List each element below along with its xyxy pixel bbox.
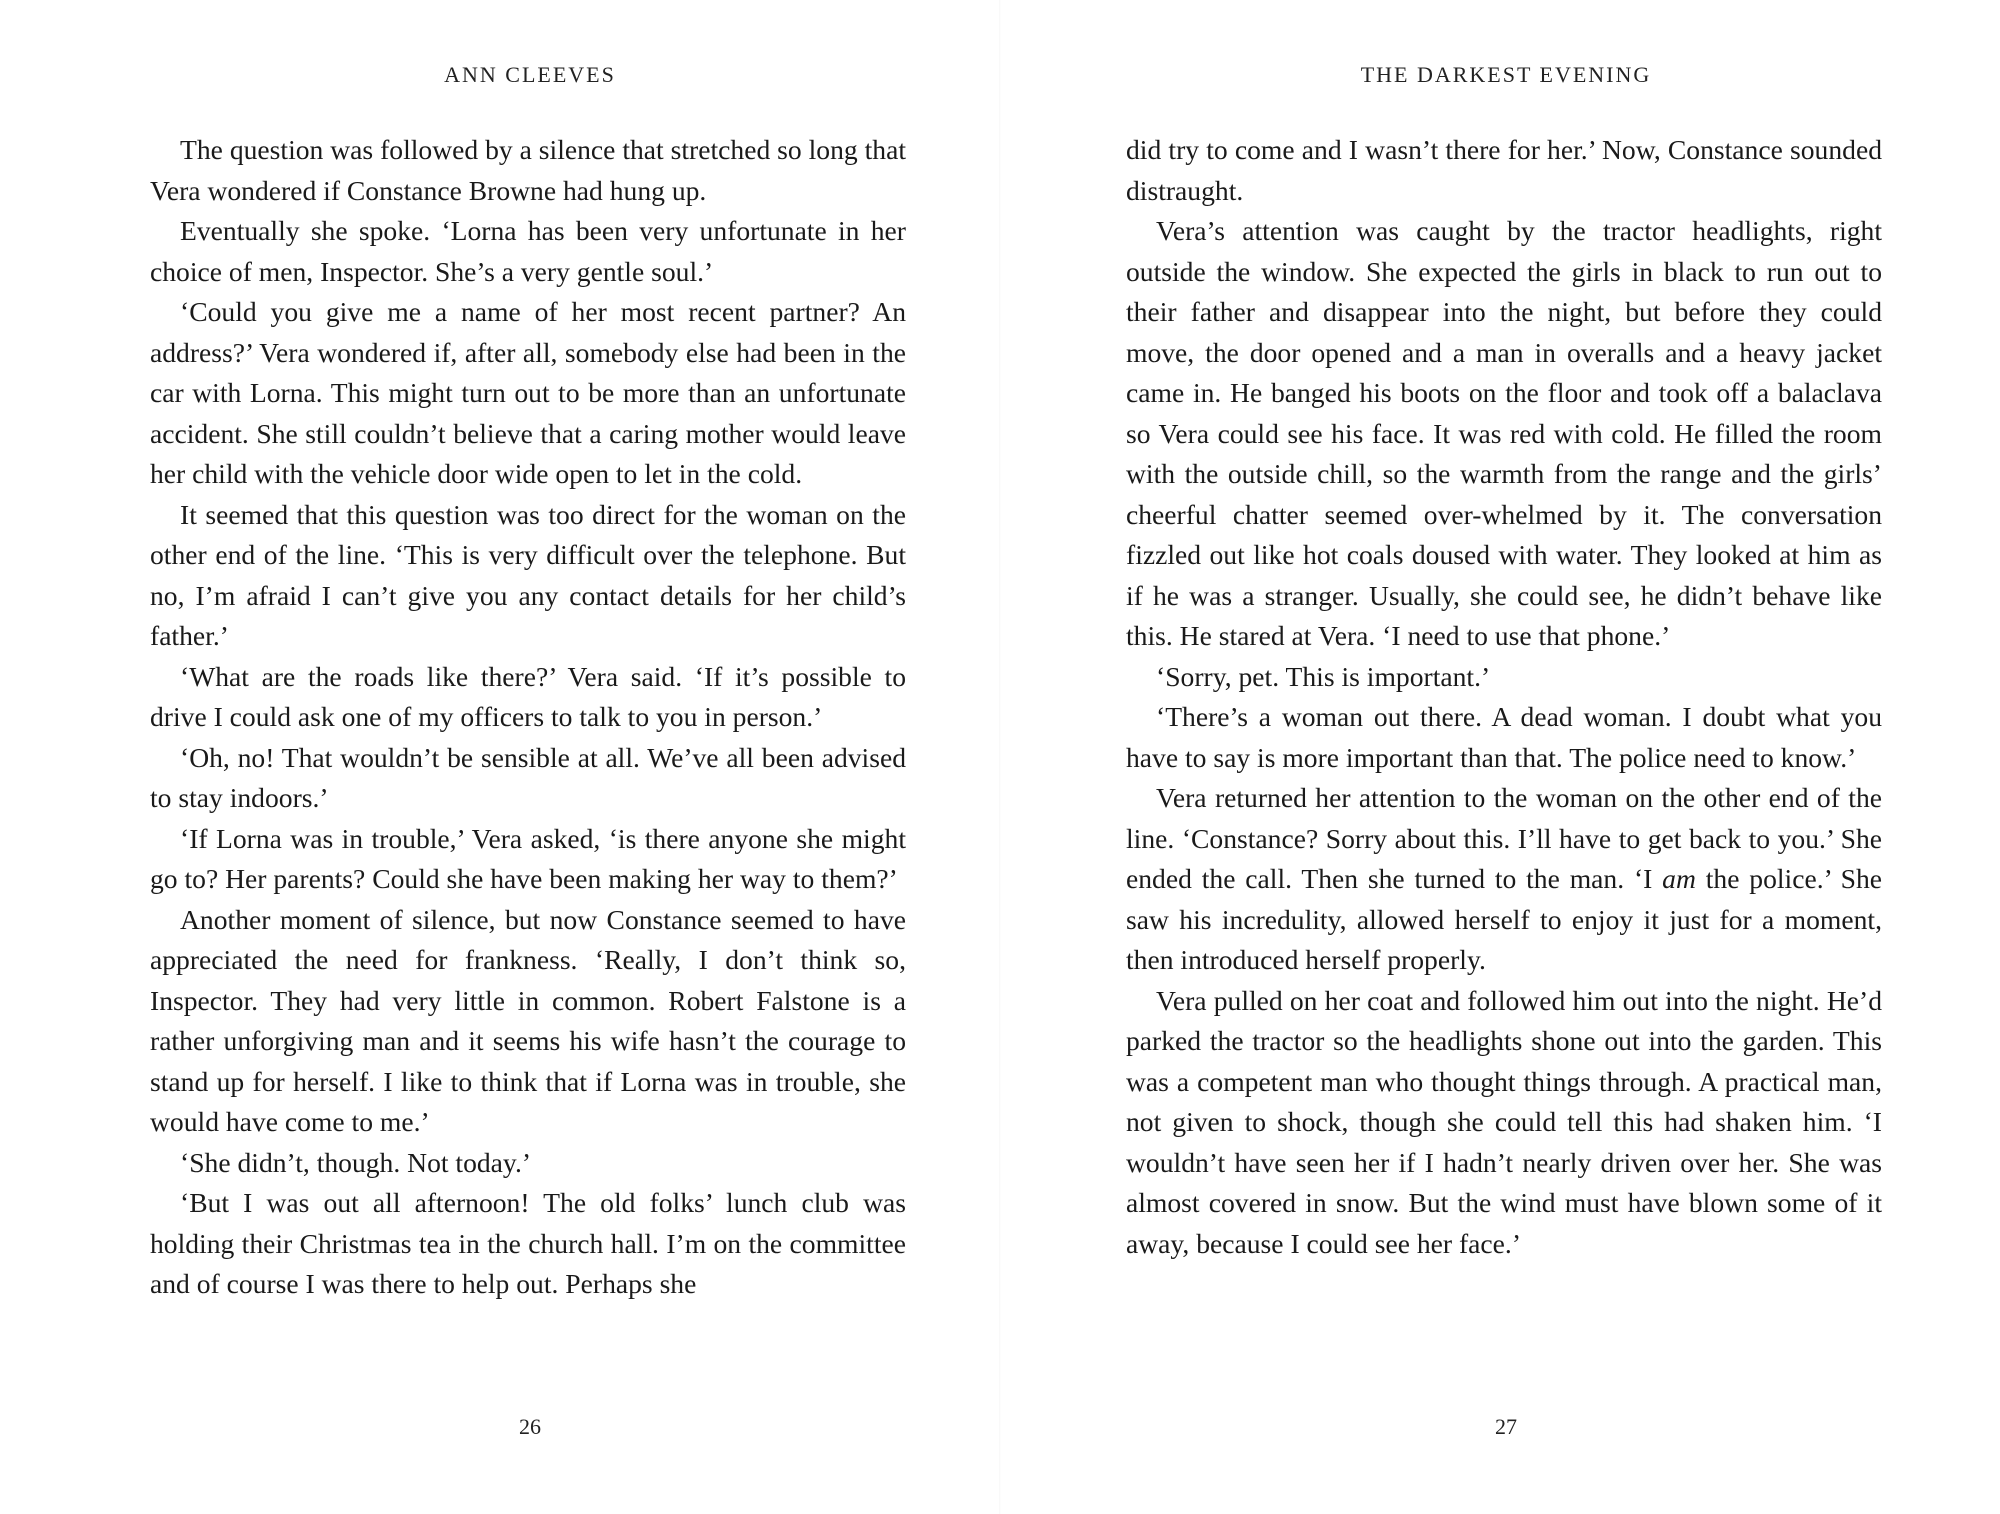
text-run: Vera returned her attention to the woman on the other end of the line. ‘Constance? Sorry about this. I’ll have to get back to you.’ She ended the call. Then she turned to the man. ‘I — [1126, 782, 1882, 894]
paragraph: Vera’s attention was caught by the tractor headlights, right outside the window. She expected the girls in black to run out to their father and disappear into the night, but before they could move, the door opened and a man in overalls and a heavy jacket came in. He banged his boots on the floor and took off a balaclava so Vera could see his face. It was red with cold. He filled the room with the outside chill, so the warmth from the range and the girls’ cheerful chatter seemed over-whelmed by it. The conversation fizzled out like hot coals doused with water. They looked at him as if he was a stranger. Usually, she could see, he didn’t behave like this. He stared at Vera. ‘I need to use that phone.’ — [1126, 215, 1882, 651]
paragraph: Eventually she spoke. ‘Lorna has been very unfortunate in her choice of men, Inspector. She’s a very gentle soul.’ — [150, 215, 906, 287]
paragraph: ‘Oh, no! That wouldn’t be sensible at all. We’ve all been advised to stay indoors.’ — [150, 741, 906, 813]
running-head-title: THE DARKEST EVENING — [1360, 62, 1652, 87]
paragraph-with-emphasis — [1126, 778, 1882, 981]
right-body-text — [1126, 130, 1882, 1264]
paragraph: ‘There’s a woman out there. A dead woman. I doubt what you have to say is more important than that. The police need to know.’ — [1126, 701, 1882, 773]
paragraph: ‘If Lorna was in trouble,’ Vera asked, ‘is there anyone she might go to? Her parents? Could she have been making her way to them?’ — [150, 822, 906, 894]
paragraph: ‘Could you give me a name of her most recent partner? An address?’ Vera wondered if, after all, somebody else had been in the car with Lorna. This might turn out to be more than an unfortunate accident. She still couldn’t believe that a caring mother would leave her child with the vehicle door wide open to let in the cold. — [150, 296, 906, 489]
page-number-right: 27 — [1495, 1414, 1517, 1439]
gutter — [999, 0, 1001, 1514]
paragraph: ‘She didn’t, though. Not today.’ — [180, 1146, 532, 1178]
left-page — [150, 0, 910, 1514]
continued-paragraph: did try to come and I wasn’t there for her.’ Now, Constance sounded distraught. — [1126, 134, 1882, 206]
text-run: the police.’ She saw his incredulity, allowed herself to enjoy it just for a moment, then introduced herself properly. — [1126, 863, 1882, 975]
paragraph: ‘Sorry, pet. This is important.’ — [1156, 660, 1491, 692]
paragraph: ‘What are the roads like there?’ Vera said. ‘If it’s possible to drive I could ask one of my officers to talk to you in person.’ — [150, 660, 906, 732]
page-number-left: 26 — [519, 1414, 541, 1439]
paragraph: The question was followed by a silence that stretched so long that Vera wondered if Constance Browne had hung up. — [150, 134, 906, 206]
paragraph: It seemed that this question was too direct for the woman on the other end of the line. ‘This is very difficult over the telephone. But no, I’m afraid I can’t give you any contact details for her child’s father.’ — [150, 498, 906, 651]
paragraph: Another moment of silence, but now Constance seemed to have appreciated the need for frankness. ‘Really, I don’t think so, Inspector. They had very little in common. Robert Falstone is a rather unforgiving man and it seems his wife hasn’t the courage to stand up for herself. I like to think that if Lorna was in trouble, she would have come to me.’ — [150, 903, 906, 1137]
paragraph: ‘But I was out all afternoon! The old folks’ lunch club was holding their Christmas tea in the church hall. I’m on the committee and of course I was there to help out. Perhaps she — [150, 1187, 906, 1299]
paragraph: Vera pulled on her coat and followed him out into the night. He’d parked the tractor so the headlights shone out into the garden. This was a competent man who thought things through. A practical man, not given to shock, though she could tell this had shaken him. ‘I wouldn’t have seen her if I hadn’t nearly driven over her. She was almost covered in snow. But the wind must have blown some of it away, because I could see her face.’ — [1126, 984, 1882, 1259]
running-head-author: ANN CLEEVES — [444, 62, 616, 87]
left-body-text — [150, 130, 906, 1305]
emphasis: am — [1662, 863, 1696, 894]
right-page — [1126, 0, 1886, 1514]
